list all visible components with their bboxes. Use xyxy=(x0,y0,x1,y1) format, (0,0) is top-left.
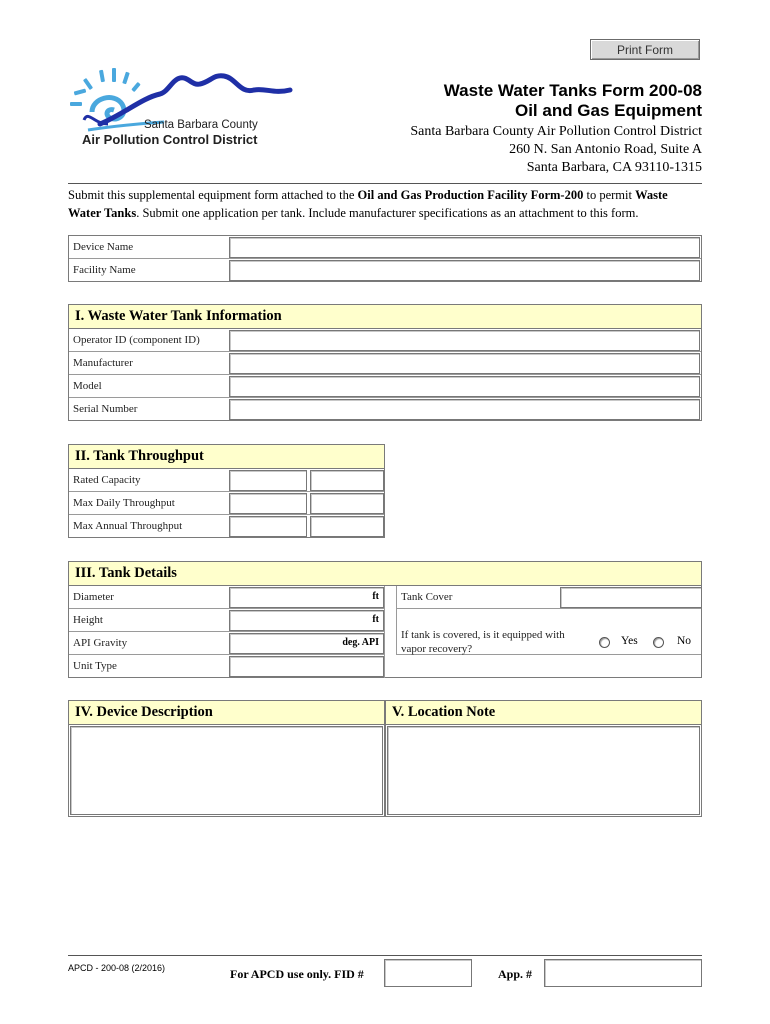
api-gravity-label: API Gravity xyxy=(73,637,128,649)
print-form-button[interactable]: Print Form xyxy=(590,39,700,60)
facility-name-input[interactable] xyxy=(229,260,700,281)
operator-id-input[interactable] xyxy=(229,330,700,351)
unit-type-label: Unit Type xyxy=(73,660,117,672)
section-details-title: III. Tank Details xyxy=(69,562,701,586)
facility-name-label: Facility Name xyxy=(73,264,136,276)
vapor-recovery-question: If tank is covered, is it equipped with vapor recovery? xyxy=(401,629,565,655)
serial-number-input[interactable] xyxy=(229,399,700,420)
intro-instructions xyxy=(68,186,702,222)
vapor-recovery-yes-radio[interactable] xyxy=(599,637,610,648)
form-subtitle: Oil and Gas Equipment xyxy=(514,101,702,120)
manufacturer-input[interactable] xyxy=(229,353,700,374)
logo-line2: Air Pollution Control District xyxy=(82,132,258,147)
height-row xyxy=(69,609,385,632)
intro-text: . Submit one application per tank. Include manufacturer specifications as an attachment to this form. xyxy=(136,206,639,220)
device-facility-panel xyxy=(68,235,702,282)
max-daily-row xyxy=(69,492,384,515)
api-gravity-input[interactable] xyxy=(229,633,384,654)
app-number-input[interactable] xyxy=(544,959,702,987)
agency-address-line2: Santa Barbara, CA 93110-1315 xyxy=(526,160,702,175)
section-location-note-title: V. Location Note xyxy=(386,701,701,725)
model-row xyxy=(69,375,701,398)
apcd-app-label: App. # xyxy=(498,967,533,981)
facility-name-row xyxy=(69,259,701,282)
tank-cover-label: Tank Cover xyxy=(401,591,453,603)
max-daily-label: Max Daily Throughput xyxy=(73,497,175,509)
device-name-input[interactable] xyxy=(229,237,700,258)
diameter-unit: ft xyxy=(372,591,379,602)
manufacturer-label: Manufacturer xyxy=(73,357,133,369)
section-device-description xyxy=(68,700,385,817)
apcd-logo xyxy=(64,64,294,154)
vapor-recovery-no-radio[interactable] xyxy=(653,637,664,648)
tank-cover-input[interactable] xyxy=(560,587,702,608)
height-input[interactable] xyxy=(229,610,384,631)
section-location-note xyxy=(385,700,702,817)
rated-capacity-unit-input[interactable] xyxy=(310,470,384,491)
max-daily-unit-input[interactable] xyxy=(310,493,384,514)
section-throughput-title: II. Tank Throughput xyxy=(69,445,384,469)
height-unit: ft xyxy=(372,614,379,625)
header-divider xyxy=(68,183,702,184)
tank-cover-row xyxy=(396,586,701,609)
rated-capacity-label: Rated Capacity xyxy=(73,474,141,486)
max-annual-label: Max Annual Throughput xyxy=(73,520,183,532)
logo-line1: Santa Barbara County xyxy=(144,119,258,131)
device-name-label: Device Name xyxy=(73,241,134,253)
section-tank-info xyxy=(68,304,702,421)
rated-capacity-input[interactable] xyxy=(229,470,307,491)
intro-bold-tanks: Waste Water Tanks xyxy=(68,188,668,220)
manufacturer-row xyxy=(69,352,701,375)
height-label: Height xyxy=(73,614,103,626)
intro-text: to permit xyxy=(583,188,636,202)
max-annual-input[interactable] xyxy=(229,516,307,537)
form-title: Waste Water Tanks Form 200-08 xyxy=(443,81,702,100)
location-note-textarea[interactable] xyxy=(387,726,700,815)
device-description-textarea[interactable] xyxy=(70,726,383,815)
model-input[interactable] xyxy=(229,376,700,397)
unit-type-row xyxy=(69,655,385,678)
section-device-description-title: IV. Device Description xyxy=(69,701,384,725)
fid-input[interactable] xyxy=(384,959,472,987)
operator-id-row xyxy=(69,329,701,352)
unit-type-input[interactable] xyxy=(229,656,384,677)
apcd-fid-label: For APCD use only. FID # xyxy=(230,967,364,981)
form-code: APCD - 200-08 (2/2016) xyxy=(68,963,166,973)
diameter-label: Diameter xyxy=(73,591,114,603)
diameter-row xyxy=(69,586,385,609)
serial-number-label: Serial Number xyxy=(73,403,138,415)
agency-name: Santa Barbara County Air Pollution Control District xyxy=(410,124,702,139)
footer-divider xyxy=(68,955,702,956)
rated-capacity-row xyxy=(69,469,384,492)
api-gravity-row xyxy=(69,632,385,655)
section-tank-details xyxy=(68,561,702,678)
vapor-recovery-yes-label: Yes xyxy=(621,635,638,647)
section-tank-throughput xyxy=(68,444,385,538)
vapor-recovery-no-label: No xyxy=(677,635,692,647)
section-tank-info-title: I. Waste Water Tank Information xyxy=(69,305,701,329)
max-annual-row xyxy=(69,515,384,538)
operator-id-label: Operator ID (component ID) xyxy=(73,334,200,346)
diameter-input[interactable] xyxy=(229,587,384,608)
vapor-recovery-row xyxy=(396,609,701,655)
serial-number-row xyxy=(69,398,701,421)
max-daily-input[interactable] xyxy=(229,493,307,514)
intro-bold-form: Oil and Gas Production Facility Form-200 xyxy=(357,188,584,202)
api-gravity-unit: deg. API xyxy=(342,637,379,648)
intro-text: Submit this supplemental equipment form attached to the xyxy=(68,188,358,202)
model-label: Model xyxy=(73,380,102,392)
device-name-row xyxy=(69,236,701,259)
agency-address-line1: 260 N. San Antonio Road, Suite A xyxy=(509,142,702,157)
max-annual-unit-input[interactable] xyxy=(310,516,384,537)
